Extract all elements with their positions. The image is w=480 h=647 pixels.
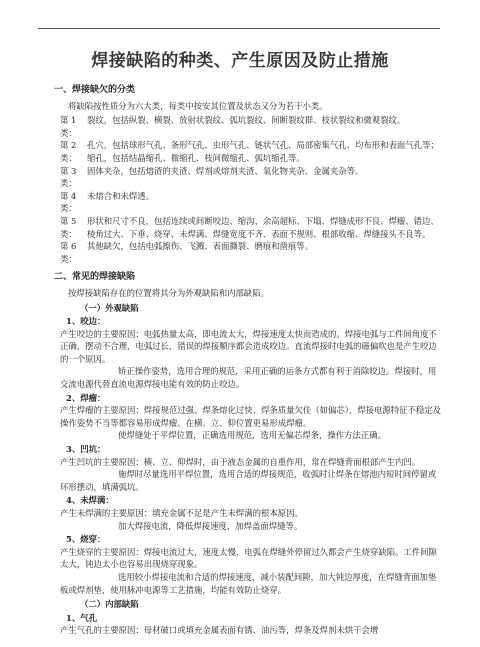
- section1-intro: 将缺陷按性质分为六大类，每类中按安其位置及状态又分为若干小类。: [68, 100, 328, 111]
- defect-remedy-paragraph: 施焊时尽量选用平焊位置，选用合适的焊接规范，收弧时让焊条在熔池内短时间停留或环形摆动，填满弧坑。: [60, 469, 437, 492]
- defect-cause-paragraph: 产生烧穿的主要原因：焊接电流过大，速度太慢，电弧在焊缝外停留过久都会产生烧穿缺陷。工件间隙太大，钝边太小也容易出现烧穿现象。: [60, 546, 437, 570]
- defect-cause-paragraph: 产生气孔的主要原因：母材破口或填充金属表面有锈、油污等，焊条及焊剂未烘干会增: [60, 625, 379, 636]
- defect-item-title: 1、气孔: [66, 612, 97, 623]
- defect-item-title: 2、焊瘤：: [66, 392, 106, 403]
- defect-class-item: [60, 240, 444, 265]
- external-defects-heading: （一）外观缺陷: [80, 302, 139, 313]
- defect-class-number: 第 5 类：: [60, 215, 77, 239]
- defect-class-description: 孔穴，包括球形气孔、条形气孔、虫形气孔、链状气孔、局部密集气孔、均布形和表面气孔等；缩孔，包括结晶缩孔、微缩孔、枝间微缩孔、弧坑缩孔等。: [87, 140, 439, 163]
- defect-class-item: [60, 215, 444, 240]
- defect-class-item: [60, 139, 444, 164]
- defect-class-item: [60, 165, 444, 190]
- section1-heading: 一、焊接缺欠的分类: [54, 85, 136, 95]
- internal-defects-heading: （二）内部缺陷: [80, 599, 139, 610]
- defect-class-description: 裂纹，包括纵裂、横裂、放射状裂纹、弧坑裂纹、间断裂纹群、枝状裂纹和微观裂纹。: [87, 115, 406, 126]
- defect-cause-paragraph: 产生凹坑的主要原因：横、立、仰焊时，由于液态金属的自重作用，常在焊缝背面根部产生内凹。: [60, 456, 421, 467]
- section2-heading: 二、常见的焊接缺陷: [54, 272, 136, 283]
- page-title: 焊接缺陷的种类、产生原因及防止措施: [91, 51, 389, 71]
- defect-cause-paragraph: 产生未焊满的主要原因：填充金属不足是产生未焊满的根本原因。: [60, 508, 303, 518]
- internal-defects-list: [60, 612, 444, 637]
- header-rule: [38, 28, 440, 29]
- defect-class-description: 形状和尺寸不良，包括连续或间断咬边、缩沟、余高超标、下塌、焊缝成形不良、焊瘤、错边、棱角过大、下垂、烧穿、未焊满、焊缝宽度不齐、表面不规则、根部收缩、焊缝接头不良等。: [87, 215, 439, 239]
- defect-item-title: 1、咬边：: [66, 316, 106, 327]
- defect-class-list: [60, 114, 444, 265]
- defect-class-number: 第 4 类：: [60, 190, 77, 214]
- defect-item-title: 4、未焊满：: [66, 495, 114, 506]
- document-body: [54, 82, 444, 637]
- defect-remedy-paragraph: 矫正操作姿势，选用合理的规范，采用正确的运条方式都有利于消除咬边。焊接时，用交流电源代替直流电源焊接电能有效的防止咬边。: [60, 366, 437, 390]
- defect-class-description: 未熔合和未焊透。: [87, 190, 154, 201]
- defect-class-item: [60, 190, 444, 215]
- defect-class-number: 第 1 类：: [60, 115, 77, 138]
- defect-remedy-paragraph: 使焊缝处于平焊位置，正确选用规范，选用无偏芯焊条，操作方法正确。: [118, 430, 386, 441]
- defect-remedy-paragraph: 加大焊接电流，降低焊接速度，加焊盖面焊缝等。: [118, 520, 303, 531]
- defect-item-title: 5、烧穿：: [66, 534, 106, 545]
- defect-class-number: 第 2 类：: [60, 140, 77, 163]
- external-defects-list: [60, 315, 444, 596]
- defect-class-description: 固体夹杂，包括熔渣的夹渣、焊剂或熔剂夹渣、氧化物夹杂、金属夹杂等。: [87, 165, 364, 176]
- defect-cause-paragraph: 产生焊瘤的主要原因：焊接规范过强、焊条熔化过快、焊条质量欠佳（如偏芯），焊接电源特征不稳定及操作姿势不当等都容易形成焊瘤。在横、立、仰位置更易形成焊瘤。: [60, 405, 442, 428]
- defect-item-title: 3、凹坑：: [66, 444, 106, 455]
- defect-class-description: 其他缺欠，包括电弧擦伤、飞溅、表面撕裂、磨痕和凿痕等。: [87, 241, 314, 252]
- defect-class-number: 第 3 类：: [60, 165, 77, 189]
- defect-remedy-paragraph: 选用较小焊接电流和合适的焊接速度，减小装配间隙，加大钝边厚度，在焊缝背面加垫板或焊剂垫，使用脉冲电源等工艺措施，均能有效防止烧穿。: [60, 571, 437, 595]
- defect-class-number: 第 6 类：: [60, 241, 77, 264]
- defect-class-item: [60, 114, 444, 139]
- defect-cause-paragraph: 产生咬边的主要原因：电弧热量太高，即电流太大，焊接速度太快而造成的。焊接电弧与工件间角度不正确，摆动不合理，电弧过长，错误的焊接顺序都会造成咬边。直流焊接时电弧的磁偏吹也是产生咬边的一个原因。: [60, 328, 437, 364]
- section2-intro: 按焊接缺陷存在的位置将其分为外观缺陷和内部缺陷。: [68, 287, 269, 298]
